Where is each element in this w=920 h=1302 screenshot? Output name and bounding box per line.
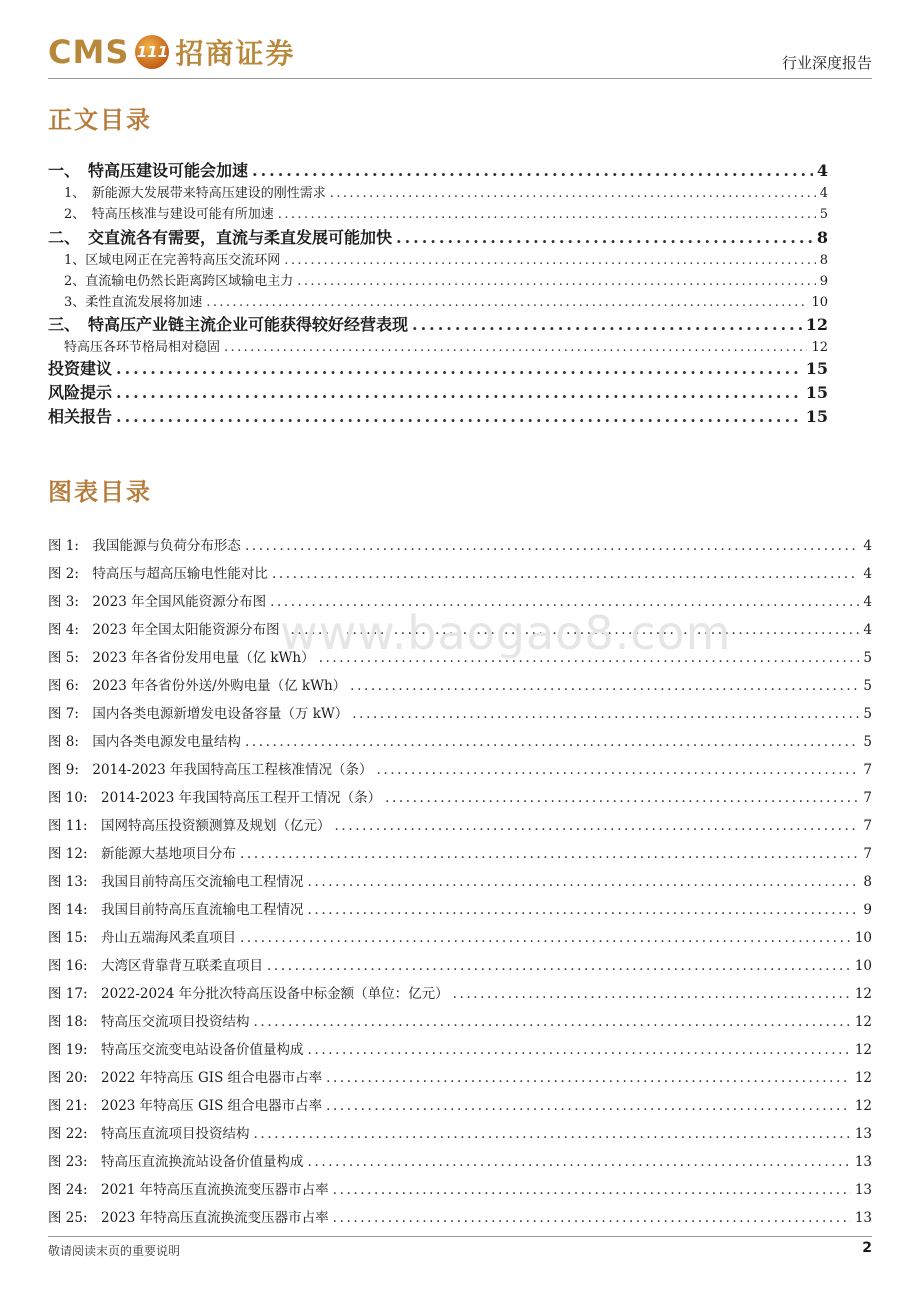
dot-leader [308,1042,851,1058]
figure-entry-label: 图 1: 我国能源与负荷分布形态 [48,538,241,554]
figure-entry-label: 图 8: 国内各类电源发电量结构 [48,734,241,750]
toc-entry-label: 相关报告 [48,407,113,426]
figure-entry[interactable] [48,842,872,862]
figure-entry-page: 5 [863,706,872,722]
figure-entry-label: 图 3: 2023 年全国风能资源分布图 [48,594,267,610]
dot-leader [335,818,860,834]
dot-leader [326,1070,851,1086]
figure-entry-page: 4 [863,538,872,554]
toc-entry[interactable] [48,158,828,181]
dot-leader [240,930,851,946]
toc-entry-page: 15 [805,407,828,426]
figure-entry-page: 5 [863,650,872,666]
figure-entry-page: 7 [863,762,872,778]
dot-leader [224,340,807,355]
figure-entry[interactable] [48,730,872,750]
figure-entry-page: 4 [863,622,872,638]
figure-entry-label: 图 18: 特高压交流项目投资结构 [48,1014,250,1030]
dot-leader [333,1210,851,1226]
figure-entry[interactable] [48,758,872,778]
figure-entry[interactable] [48,534,872,554]
toc-entry[interactable] [64,291,828,310]
dot-leader [116,359,802,378]
figure-entry[interactable] [48,954,872,974]
dot-leader [278,207,816,222]
dot-leader [252,161,813,180]
figure-entry-label: 图 20: 2022 年特高压 GIS 组合电器市占率 [48,1070,323,1086]
figure-entry-page: 4 [863,594,872,610]
figure-entry[interactable] [48,1038,872,1058]
figure-entry-page: 9 [863,902,872,918]
toc-entry-label: 风险提示 [48,383,113,402]
figure-entry-label: 图 9: 2014-2023 年我国特高压工程核准情况（条） [48,762,373,778]
figure-entry-page: 13 [854,1182,872,1198]
figure-entry-page: 4 [863,566,872,582]
figure-entry-page: 13 [854,1126,872,1142]
toc-entry-label: 投资建议 [48,359,113,378]
figure-entry[interactable] [48,1178,872,1198]
figure-entry-page: 12 [854,986,872,1002]
dot-leader [350,678,859,694]
toc-entry-label: 1、 新能源大发展带来特高压建设的刚性需求 [64,186,326,201]
toc-title: 正文目录 [48,105,152,134]
figure-entry-page: 12 [854,1070,872,1086]
dot-leader [330,186,816,201]
toc-entry-page: 12 [805,315,828,334]
figure-entry[interactable] [48,1010,872,1030]
figure-entry-label: 图 17: 2022-2024 年分批次特高压设备中标金额（单位：亿元） [48,986,449,1002]
toc-entry[interactable] [48,312,828,335]
figures-title: 图表目录 [48,477,152,506]
toc-entry-label: 2、 特高压核准与建设可能有所加速 [64,207,274,222]
figure-entry-page: 13 [854,1210,872,1226]
dot-leader [352,706,859,722]
report-type-label: 行业深度报告 [781,54,872,72]
toc-entry-page: 8 [816,228,828,247]
logo-cms-text: CMS [48,33,130,71]
toc-entry[interactable] [64,203,828,222]
toc-entry-page: 4 [816,161,828,180]
figure-entry[interactable] [48,1150,872,1170]
dot-leader [272,566,859,582]
toc-entry-label: 1、区域电网正在完善特高压交流环网 [64,253,281,268]
toc-entry-page: 15 [805,359,828,378]
figure-entry-label: 图 22: 特高压直流项目投资结构 [48,1126,250,1142]
figure-entry-label: 图 7: 国内各类电源新增发电设备容量（万 kW） [48,706,349,722]
figure-entry-page: 12 [854,1042,872,1058]
figure-entry-label: 图 15: 舟山五端海风柔直项目 [48,930,237,946]
figure-entry[interactable] [48,1066,872,1086]
toc-entry[interactable] [64,249,828,268]
figure-entry-label: 图 2: 特高压与超高压输电性能对比 [48,566,268,582]
figure-entry[interactable] [48,786,872,806]
figure-entry-label: 图 23: 特高压直流换流站设备价值量构成 [48,1154,304,1170]
cms-logo [48,32,295,72]
toc-entry-page: 4 [819,186,828,201]
dot-leader [308,874,860,890]
figure-entry-page: 8 [863,874,872,890]
figure-entry-page: 5 [863,734,872,750]
dot-leader [297,274,815,289]
figure-entry-label: 图 24: 2021 年特高压直流换流变压器市占率 [48,1182,329,1198]
toc-entry-page: 5 [819,207,828,222]
dot-leader [116,407,802,426]
toc-entry-label: 一、 特高压建设可能会加速 [48,161,249,180]
toc-entry-label: 3、柔性直流发展将加速 [64,295,203,310]
toc-entry-label: 特高压各环节格局相对稳固 [64,340,221,355]
figure-entry[interactable] [48,1122,872,1142]
figure-entry-page: 10 [854,958,872,974]
toc-entry-label: 二、 交直流各有需要，直流与柔直发展可能加快 [48,228,393,247]
figure-entry-page: 12 [854,1098,872,1114]
figure-entry-label: 图 10: 2014-2023 年我国特高压工程开工情况（条） [48,790,382,806]
dot-leader [245,538,859,554]
figure-entry[interactable] [48,926,872,946]
toc-entry[interactable] [48,225,828,248]
figure-entry-page: 7 [863,818,872,834]
figure-entry-label: 图 12: 新能源大基地项目分布 [48,846,237,862]
dot-leader [377,762,860,778]
figure-entry-label: 图 14: 我国目前特高压直流输电工程情况 [48,902,304,918]
dot-leader [267,958,851,974]
page-number: 2 [862,1240,872,1256]
figure-entry[interactable] [48,898,872,918]
figure-entry[interactable] [48,870,872,890]
page-header [48,30,872,80]
figure-entry-label: 图 19: 特高压交流变电站设备价值量构成 [48,1042,304,1058]
figure-entry-page: 7 [863,790,872,806]
dot-leader [412,315,802,334]
dot-leader [326,1098,851,1114]
dot-leader [254,1014,851,1030]
figure-entry[interactable] [48,702,872,722]
toc-entry[interactable] [48,404,828,427]
header-divider [48,78,872,79]
figure-entry-page: 13 [854,1154,872,1170]
toc-entry[interactable] [64,336,828,355]
dot-leader [245,734,859,750]
dot-leader [308,902,860,918]
figure-entry-label: 图 5: 2023 年各省份发用电量（亿 kWh） [48,650,315,666]
figure-entry-page: 5 [863,678,872,694]
dot-leader [240,846,859,862]
dot-leader [333,1182,851,1198]
figure-entry-label: 图 16: 大湾区背靠背互联柔直项目 [48,958,264,974]
logo-chinese-text: 招商证券 [175,37,296,70]
toc-entry-page: 8 [819,253,828,268]
figure-entry-page: 12 [854,1014,872,1030]
toc-entry[interactable] [48,380,828,403]
toc-entry-page: 15 [805,383,828,402]
footer-note: 敬请阅读末页的重要说明 [48,1244,181,1258]
figure-entry[interactable] [48,562,872,582]
figure-entry[interactable] [48,1094,872,1114]
figure-entry-label: 图 13: 我国目前特高压交流输电工程情况 [48,874,304,890]
figure-entry-label: 图 6: 2023 年各省份外送/外购电量（亿 kWh） [48,678,347,694]
figure-entry-label: 图 11: 国网特高压投资额测算及规划（亿元） [48,818,331,834]
dot-leader [116,383,802,402]
footer-divider [48,1236,872,1237]
dot-leader [206,295,807,310]
figure-entry[interactable] [48,674,872,694]
toc-entry-page: 10 [811,295,828,310]
toc-entry-page: 12 [811,340,828,355]
figure-entry-label: 图 21: 2023 年特高压 GIS 组合电器市占率 [48,1098,323,1114]
dot-leader [385,790,859,806]
dot-leader [396,228,813,247]
toc-entry-label: 三、 特高压产业链主流企业可能获得较好经营表现 [48,315,409,334]
figure-entry-page: 7 [863,846,872,862]
figure-entry[interactable] [48,1206,872,1226]
dot-leader [308,1154,851,1170]
figure-entry-label: 图 25: 2023 年特高压直流换流变压器市占率 [48,1210,329,1226]
dot-leader [254,1126,851,1142]
toc-entry[interactable] [64,182,828,201]
figure-entry[interactable] [48,982,872,1002]
figure-entry[interactable] [48,814,872,834]
dot-leader [284,253,815,268]
watermark: www.baogao8.com [280,606,732,660]
toc-entry-label: 2、直流输电仍然长距离跨区域输电主力 [64,274,294,289]
dot-leader [453,986,851,1002]
figure-entry-label: 图 4: 2023 年全国太阳能资源分布图 [48,622,280,638]
toc-entry[interactable] [48,356,828,379]
logo-emblem-icon: 111 [135,35,169,69]
toc-entry-page: 9 [819,274,828,289]
figure-entry-page: 10 [854,930,872,946]
toc-entry[interactable] [64,270,828,289]
